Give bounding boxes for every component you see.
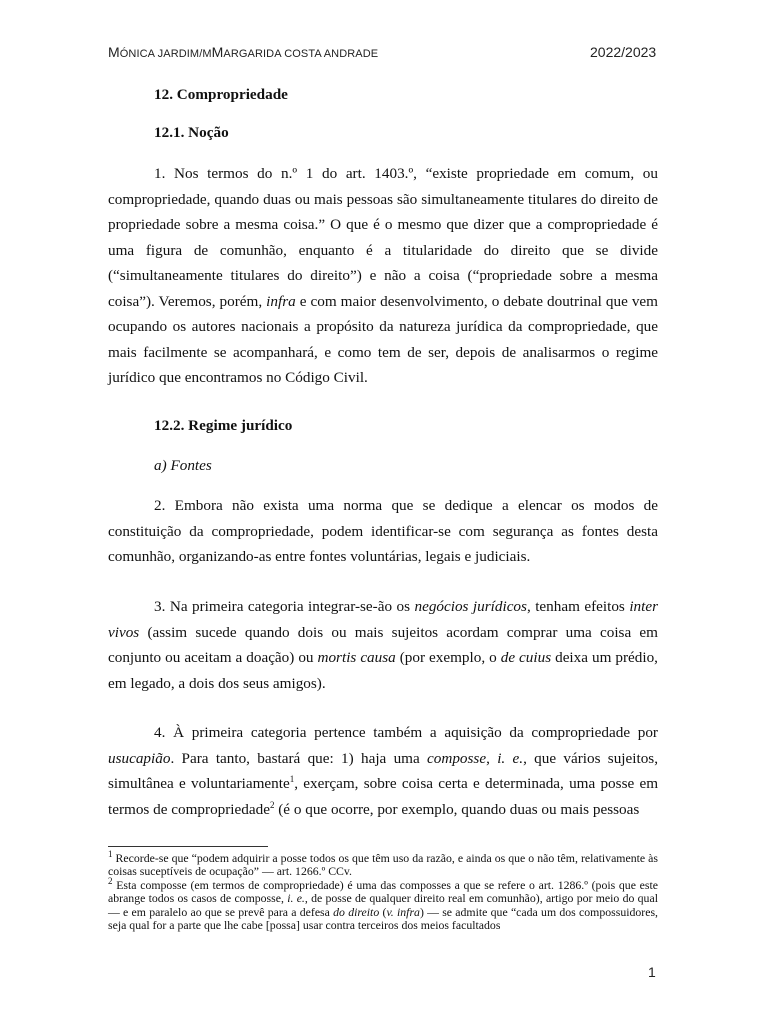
running-header-authors: MÓNICA JARDIM/MMARGARIDA COSTA ANDRADE — [108, 44, 379, 60]
page-number: 1 — [648, 964, 656, 980]
paragraph-3: 3. Na primeira categoria integrar-se-ão os negócios jurídicos, tenham efeitos inter vivos (assim sucede quando dois ou mais sujeitos acordam comprar uma coisa em conjunto ou aceitam a doação) ou mortis causa (por exemplo, o de cuius deixa um prédio, em legado, a dois dos seus amigos). — [108, 598, 658, 692]
paragraph-1: 1. Nos termos do n.º 1 do art. 1403.º, “existe propriedade em comum, ou compropriedade, quando duas ou mais pessoas são simultaneamente titulares do direito de propriedade sobre a mesma coisa.” O que é o mesmo que dizer que a compropriedade é uma figura de comunhão, enquanto é a titularidade do direito que se divide (“simultaneamente titulares do direito”) e não a coisa (“propriedade sobre a mesma coisa”). Veremos, porém, infra e com maior desenvolvimento, o debate doutrinal que vem ocupando os autores nacionais a propósito da natureza jurídica da compropriedade, que mais facilmente se acompanhará, e como tem de ser, depois de analisarmos o regime jurídico que encontramos no Código Civil. — [108, 165, 658, 386]
subsection-title-nocao: 12.1. Noção — [154, 124, 229, 141]
footnote-ref-2[interactable]: 2 — [269, 799, 275, 810]
footnotes — [108, 849, 658, 933]
subsection-title-regime: 12.2. Regime jurídico — [154, 417, 293, 434]
footnote-separator — [108, 846, 268, 847]
footnote-ref-1[interactable]: 1 — [289, 773, 295, 784]
footnote-2: $^2$ Esta composse (em termos de compropriedade) é uma das composses a que se refere o art. 1286.º (pois que este abrange todos os casos de composse, i. e., de posse de qualquer direito real em comunhão), artigo por meio do qual — e em paralelo ao que se prevê para a defesa do direito (v. infra) — se admite que “cada um dos compossuidores, seja qual for a parte que lhe cabe [possa] usar contra terceiros dos meios facultados — [108, 875, 658, 933]
subsection-subtitle-fontes: a) Fontes — [154, 457, 212, 474]
paragraph-4: 4. À primeira categoria pertence também a aquisição da compropriedade por usucapião. Para tanto, bastará que: 1) haja uma composse, i. e., que vários sujeitos, simultânea e voluntariamente$^1$, exerçam, sobre coisa certa e determinada, uma posse em termos de compropriedade$^2$ (é o que ocorre, por exemplo, quando duas ou mais pessoas — [108, 724, 659, 818]
running-header-year: 2022/2023 — [590, 44, 657, 60]
footnote-1: $^1$ Recorde-se que “podem adquirir a posse todos os que têm uso da razão, e ainda os que o não têm, relativamente às coisas suceptíveis de ocupação” — art. 1266.º CCv. — [108, 849, 658, 879]
section-title: 12. Compropriedade — [154, 86, 288, 103]
paragraph-2: 2. Embora não exista uma norma que se dedique a elencar os modos de constituição da compropriedade, podem identificar-se com segurança as fontes desta comunhão, organizando-as entre fontes voluntárias, legais e judiciais. — [108, 497, 658, 565]
